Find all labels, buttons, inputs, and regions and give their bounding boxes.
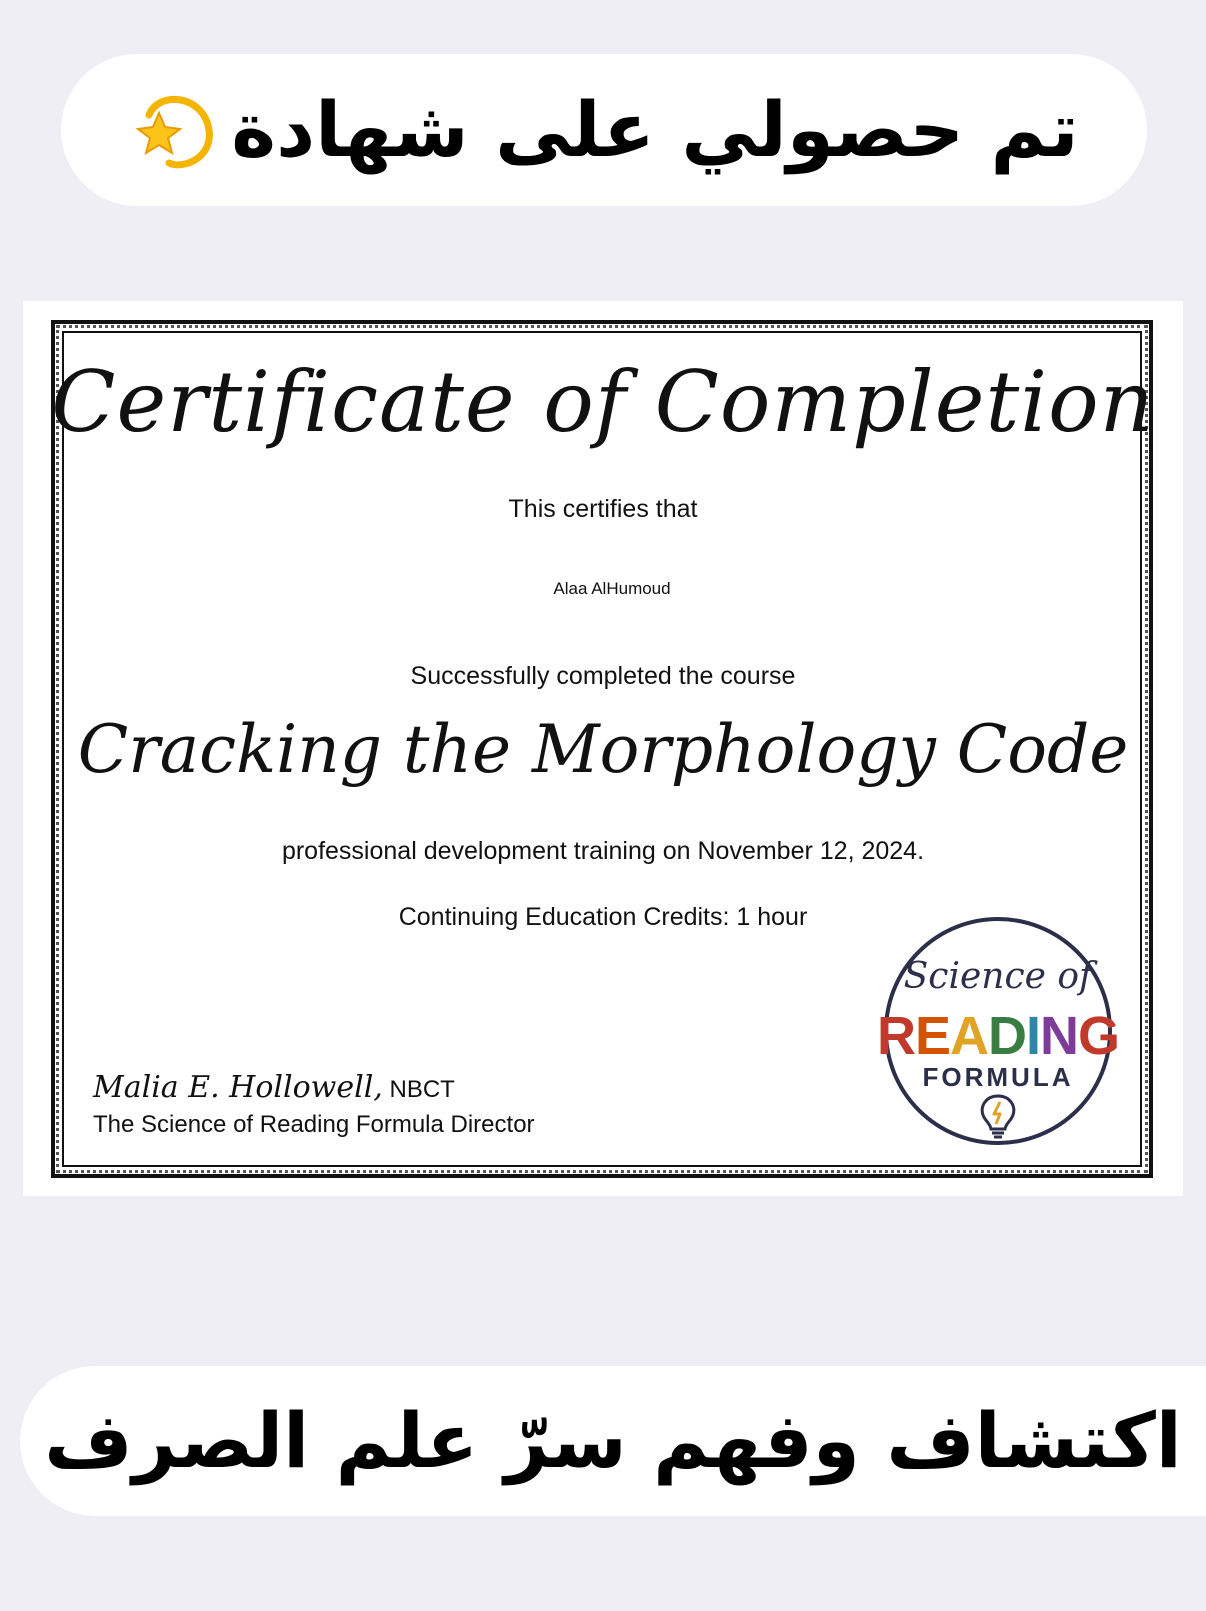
logo-main-word <box>877 1006 1119 1066</box>
signer-role: The Science of Reading Formula Director <box>93 1111 535 1138</box>
svg-text:Science of: Science of <box>903 956 1093 997</box>
completed-line: Successfully completed the course <box>410 662 796 690</box>
recipient-name: Alaa AlHumoud <box>553 579 671 598</box>
signer-name: Malia E. Hollowell, <box>93 1070 383 1105</box>
logo-letter: I <box>1026 1006 1041 1066</box>
logo-letter: E <box>914 1006 950 1066</box>
certificate <box>23 301 1183 1196</box>
dizzy-star-icon <box>129 85 219 175</box>
science-of-reading-formula-logo <box>876 916 1120 1146</box>
logo-letter: R <box>876 1006 915 1066</box>
top-banner <box>61 54 1147 206</box>
signer-credential: NBCT <box>382 1076 455 1103</box>
signer <box>93 1070 455 1105</box>
logo-letter: D <box>988 1006 1026 1066</box>
bottom-banner <box>20 1366 1206 1516</box>
logo-letter: N <box>1040 1006 1079 1066</box>
credits-line: Continuing Education Credits: 1 hour <box>398 903 808 931</box>
bottom-banner-text: اكتشاف وفهم سرّ علم الصرف <box>44 1396 1182 1485</box>
training-line: professional development training on November 12, 2024. <box>281 837 925 865</box>
logo-letter: A <box>950 1006 988 1066</box>
top-banner-text: تم حصولي على شهادة <box>231 85 1079 174</box>
certificate-title: Certificate of Completion <box>51 353 1155 451</box>
course-name: Cracking the Morphology Code <box>77 711 1129 788</box>
logo-letter: G <box>1078 1006 1120 1066</box>
svg-text:FORMULA: FORMULA <box>922 1062 1074 1092</box>
certifies-line: This certifies that <box>508 495 698 523</box>
